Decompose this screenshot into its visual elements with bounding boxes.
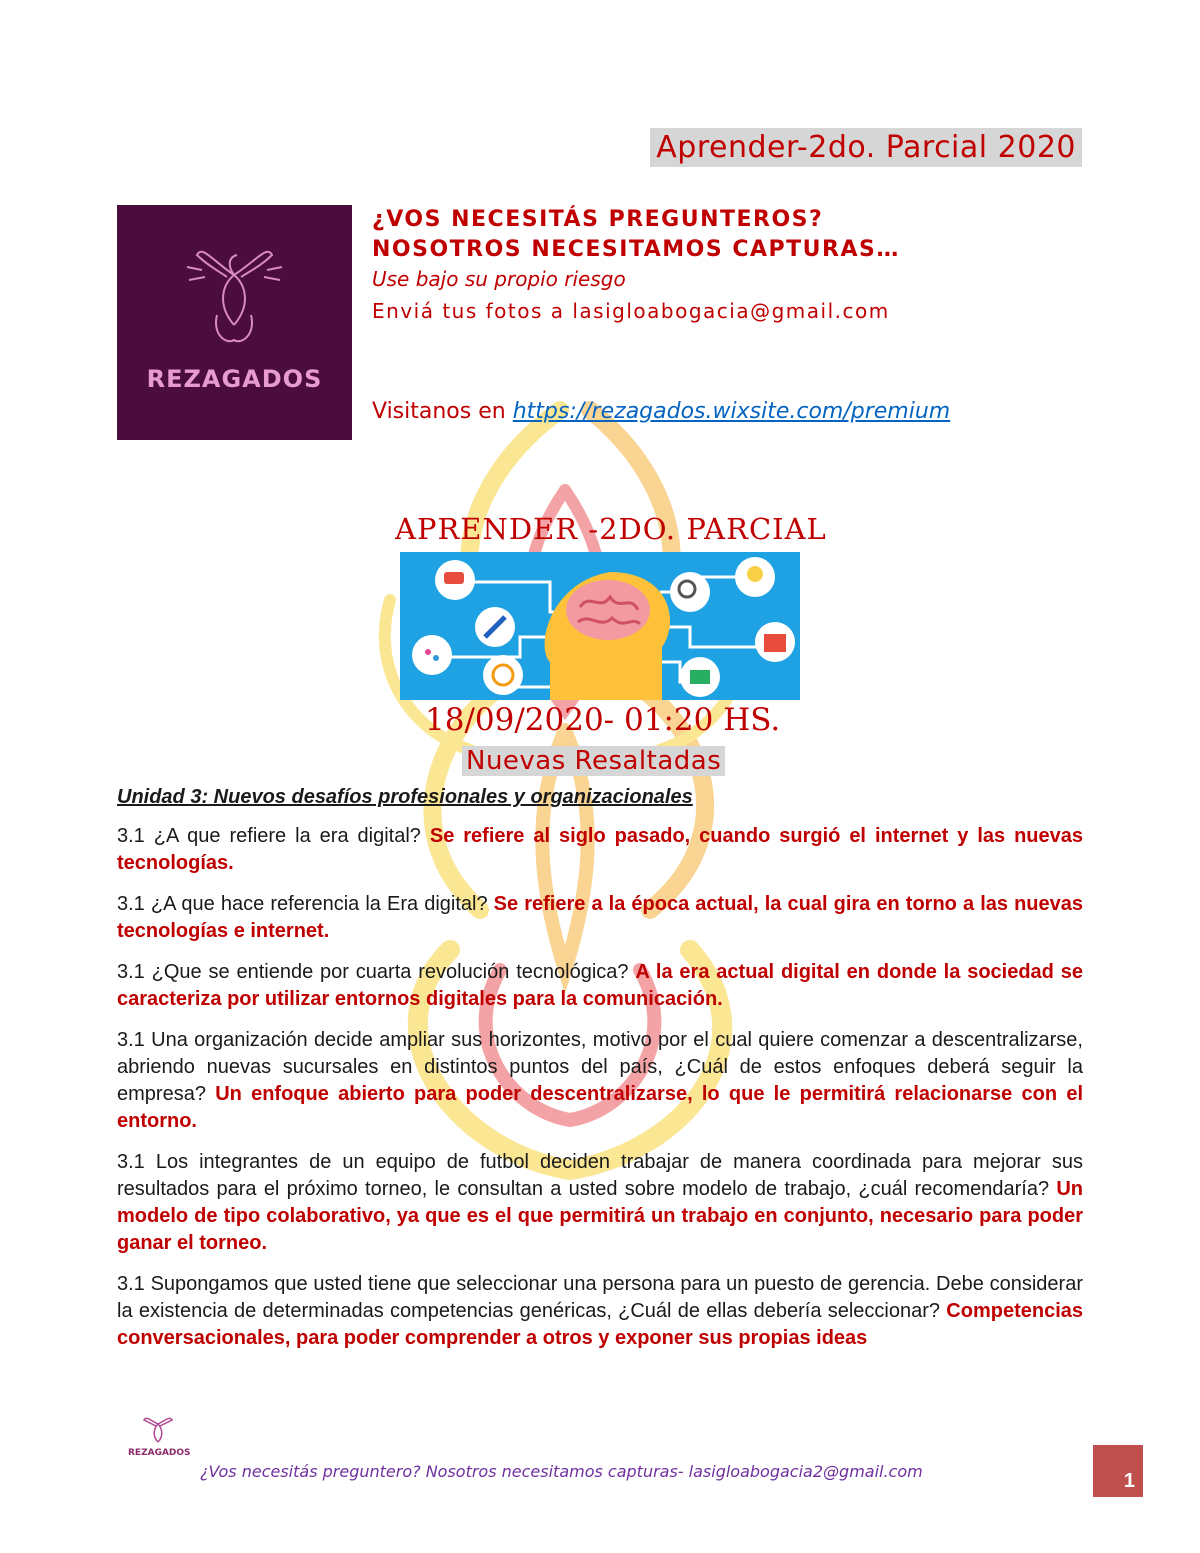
unit-title: Unidad 3: Nuevos desafíos profesionales y organizacionales	[117, 786, 693, 808]
question-text: 3.1 ¿A que hace referencia la Era digital?	[117, 893, 494, 915]
question-item	[117, 891, 1083, 945]
footer-phoenix-icon	[128, 1412, 188, 1448]
logo-text: REZAGADOS	[146, 365, 323, 393]
brain-banner-image	[400, 552, 800, 700]
question-text: 3.1 ¿Que se entiende por cuarta revolución tecnológica?	[117, 961, 636, 983]
document-title: Aprender-2do. Parcial 2020	[650, 128, 1082, 167]
question-item	[117, 1271, 1083, 1352]
promo-headline-2: NOSOTROS NECESITAMOS CAPTURAS…	[372, 237, 900, 262]
answer-text: Un modelo de tipo colaborativo, ya que es el que permitirá un trabajo en conjunto, necesario para poder ganar el torneo.	[117, 1178, 1083, 1254]
footer-logo-text: REZAGADOS	[128, 1448, 191, 1458]
promo-block	[372, 205, 950, 424]
risk-note: Use bajo su propio riesgo	[372, 267, 626, 291]
email-note: Enviá tus fotos a lasigloabogacia@gmail.com	[372, 299, 890, 323]
question-text: 3.1 Supongamos que usted tiene que seleccionar una persona para un puesto de gerencia. Debe considerar la existencia de determinadas competencias genéricas, ¿Cuál de ellas debería seleccionar?	[117, 1273, 1083, 1322]
answer-text: A la era actual digital en donde la sociedad se caracteriza por utilizar entornos digitales para la comunicación.	[117, 961, 1083, 1010]
question-item	[117, 1027, 1083, 1135]
phoenix-logo-icon	[117, 205, 352, 365]
premium-link[interactable]: https://rezagados.wixsite.com/premium	[512, 399, 951, 424]
banner-title: APRENDER -2DO. PARCIAL	[395, 512, 827, 546]
rezagados-logo	[117, 205, 352, 440]
footer-logo	[128, 1412, 191, 1462]
question-item	[117, 959, 1083, 1013]
answer-text: Competencias conversacionales, para poder comprender a otros y exponer sus propias ideas	[117, 1300, 1083, 1349]
question-text: 3.1 Una organización decide ampliar sus horizontes, motivo por el cual quiere comenzar a descentralizarse, abriendo nuevas sucursales en distintos puntos del país, ¿Cuál de estos enfoques deberá seguir la empresa?	[117, 1029, 1083, 1105]
footer-text: ¿Vos necesitás preguntero? Nosotros necesitamos capturas- lasigloabogacia2@gmail.com	[200, 1462, 923, 1481]
promo-headline-1: ¿VOS NECESITÁS PREGUNTEROS?	[372, 207, 824, 232]
question-text: 3.1 ¿A que refiere la era digital?	[117, 825, 430, 847]
answer-text: Se refiere al siglo pasado, cuando surgió el internet y las nuevas tecnologías.	[117, 825, 1084, 874]
visit-line	[372, 399, 950, 424]
questions-content	[117, 784, 1083, 1366]
question-text: 3.1 Los integrantes de un equipo de futbol deciden trabajar de manera coordinada para mejorar sus resultados para el próximo torneo, le consultan a usted sobre modelo de trabajo, ¿cuál recomendaría?	[117, 1151, 1083, 1200]
answer-text: Se refiere a la época actual, la cual gira en torno a las nuevas tecnologías e internet.	[117, 893, 1084, 942]
visit-prefix: Visitanos en	[372, 399, 513, 424]
page-number-badge	[1093, 1445, 1143, 1497]
new-highlighted-label: Nuevas Resaltadas	[462, 746, 725, 776]
answer-text: Un enfoque abierto para poder descentralizarse, lo que le permitirá relacionarse con el entorno.	[117, 1083, 1084, 1132]
banner-date: 18/09/2020- 01:20 HS.	[425, 702, 781, 738]
question-item	[117, 1149, 1083, 1257]
question-item	[117, 823, 1083, 877]
page-number: 1	[1123, 1470, 1135, 1492]
